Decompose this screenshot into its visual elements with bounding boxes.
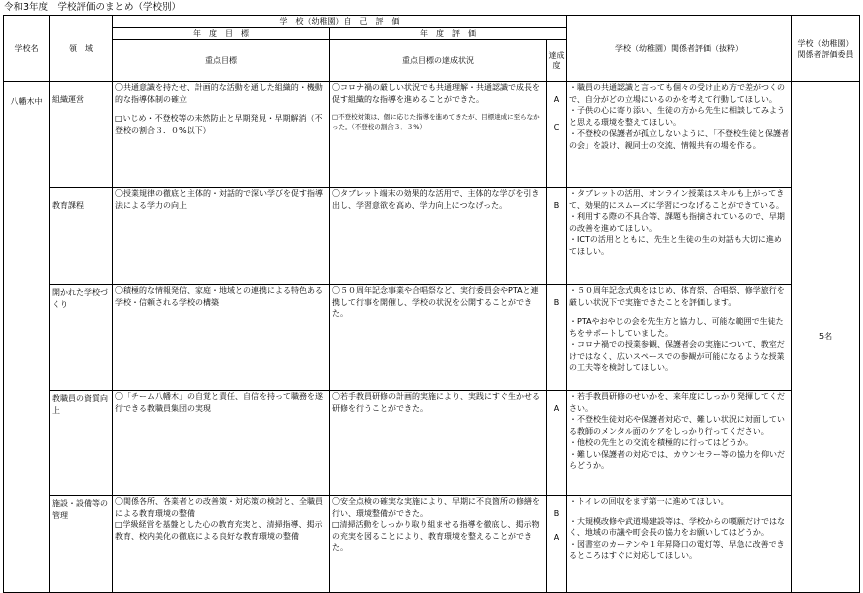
status-text: 〇安全点検の確実な実施により、早期に不良箇所の修繕を行い、環境整備ができた。 — [332, 497, 540, 518]
goal-text: 〇関係各所、各業者との改善策・対応策の検討と、全職員による教育環境の整備 — [115, 497, 323, 518]
eval-text: ・PTAやおやじの会を先生方と協力し、可能な範囲で生徒たちをサポートしていました。 — [569, 317, 784, 338]
domain-cell: 教育課程 — [50, 188, 113, 285]
grade-value: B — [553, 201, 560, 210]
header-achievement: 達成度 — [547, 40, 567, 82]
grade-value: B — [553, 509, 560, 518]
eval-text: ・ICTの活用とともに、先生と生徒の生の対話も大切に進めてほしい。 — [569, 235, 782, 256]
goal-text: □いじめ・不登校等の未然防止と早期発見・早期解消（不登校の割合３．０%以下） — [115, 114, 323, 135]
grade-cell — [547, 496, 567, 593]
grade-value: C — [553, 122, 560, 132]
stakeholder-eval-cell — [567, 188, 792, 285]
eval-text: ・他校の先生との交流を積極的に行ってはどうか。 — [569, 438, 754, 447]
eval-text: ・利用する際の不具合等、課題も指摘されているので、早期の改善を進めてほしい。 — [569, 212, 785, 233]
status-text: 〇タブレット端末の効果的な活用で、主体的な学びを引き出し、学習意欲を高め、学力向上につなげった。 — [332, 189, 540, 210]
stakeholder-eval-cell — [567, 82, 792, 188]
goal-text: □学級経営を基盤とした心の教育充実と、清掃指導、掲示教育、校内美化の徹底による良好な教育環境の整備 — [115, 520, 323, 541]
domain-cell: 施設・設備等の管理 — [50, 496, 113, 593]
table-row — [4, 285, 860, 391]
header-annual-eval: 年 度 評 価 — [330, 28, 567, 40]
grade-cell — [547, 82, 567, 188]
status-cell — [330, 82, 547, 188]
table-row — [4, 496, 860, 593]
school-name: 八幡木中 — [4, 82, 50, 593]
stakeholder-eval-cell — [567, 285, 792, 391]
grade-cell — [547, 285, 567, 391]
status-text: □不登校対策は、個に応じた指導を進めてきたが、目標達成に至らなかった。（不登校の割合３．３%） — [332, 113, 540, 131]
grade-value: B — [553, 298, 560, 307]
goal-text: 〇共通意識を持たせ、計画的な活動を通した組織的・機動的な指導体制の確立 — [115, 83, 323, 104]
status-cell — [330, 496, 547, 593]
status-cell — [330, 188, 547, 285]
header-committee: 学校（幼稚園）関係者評価委員 — [792, 16, 860, 82]
eval-text: ・難しい保護者の対応では、カウンセラー等の協力を仰いだらどうか。 — [569, 449, 786, 470]
eval-text: ・図書室のカーテンや１年昇降口の電灯等、早急に改善できるところはすぐに対応してほしい。 — [569, 539, 785, 560]
goal-cell — [113, 188, 330, 285]
header-self-eval: 学 校（幼稚園）自 己 評 価 — [113, 16, 567, 28]
stakeholder-eval-cell — [567, 496, 792, 593]
status-text: 〇５０周年記念事業や合唱祭など、実行委員会やPTAと連携して行事を開催し、学校の状況を公開することができた。 — [332, 286, 539, 318]
header-domain: 領 域 — [50, 16, 113, 82]
eval-text: ・トイレの回収をまず第一に進めてほしい。 — [569, 497, 729, 506]
eval-text: ・タブレットの活用、オンライン授業はスキルも上がってきて、効果的にスムーズに学習につなげることができている。 — [569, 189, 785, 210]
grade-cell — [547, 188, 567, 285]
goal-text: 〇「チーム八幡木」の自覚と責任、自信を持って職務を遂行できる教職員集団の実現 — [115, 392, 323, 413]
evaluation-table — [3, 15, 860, 593]
eval-text: ・大規模改修や武道場建設等は、学校からの嘆願だけではなく、地域の市議や町会長の協力をお願いしてはどうか。 — [569, 516, 786, 537]
committee-count: 5名 — [792, 82, 860, 593]
grade-value: A — [553, 95, 560, 104]
domain-cell: 組織運営 — [50, 82, 113, 188]
header-focus-goal: 重点目標 — [113, 40, 330, 82]
eval-text: ・職員の共通認識と言っても個々の受け止め方で差がつくので、自分がどの立場にいるのかを考えて行動してほしい。 — [569, 83, 786, 104]
eval-text: ・子供の心に寄り添い、生徒の方から先生に相談してみようと思える環境を整えてほしい。 — [569, 106, 786, 127]
table-row — [4, 391, 860, 496]
domain-cell: 教職員の資質向上 — [50, 391, 113, 496]
page-title: 令和3年度 学校評価のまとめ（学校別） — [4, 2, 182, 13]
goal-cell — [113, 285, 330, 391]
eval-text: ・不登校の保護者が孤立しないように、「不登校生徒と保護者の会」を設け、親同士の交流、情報共有の場を作る。 — [569, 129, 790, 150]
header-focus-status: 重点目標の達成状況 — [330, 40, 547, 82]
stakeholder-eval-cell — [567, 391, 792, 496]
status-text: 〇コロナ禍の厳しい状況でも共通理解・共通認識で成長を促す組織的な指導を進めることができた。 — [332, 83, 540, 104]
status-text: □清掃活動をしっかり取り組ませる指導を徹底し、掲示物の充実を図ることにより、教育環境を整えることができた。 — [332, 520, 540, 552]
eval-text: ・若手教員研修のせいかを、来年度にしっかり発揮してください。 — [569, 392, 786, 413]
table-row — [4, 82, 860, 188]
header-stakeholder-eval: 学校（幼稚園）関係者評価（抜粋） — [567, 16, 792, 82]
goal-cell — [113, 82, 330, 188]
status-cell — [330, 391, 547, 496]
eval-text: ・５０周年記念式典をはじめ、体育祭、合唱祭、修学旅行を厳しい状況下で実施できたことを評価します。 — [569, 286, 785, 307]
goal-cell — [113, 496, 330, 593]
header-annual-goal: 年 度 目 標 — [113, 28, 330, 40]
eval-text: ・コロナ禍での授業参観、保護者会の実施について、教室だけではなく、広いスペースでの参観が可能になるような授業の工夫等を検討してほしい。 — [569, 340, 785, 372]
goal-text: 〇積極的な情報発信、家庭・地域との連携による特色ある学校・信頼される学校の構築 — [115, 286, 323, 307]
header-school-name: 学校名 — [4, 16, 50, 82]
grade-cell — [547, 391, 567, 496]
goal-text: 〇授業規律の徹底と主体的・対話的で深い学びを促す指導法による学力の向上 — [115, 189, 323, 210]
grade-value: A — [553, 404, 560, 413]
goal-cell — [113, 391, 330, 496]
domain-cell: 開かれた学校づくり — [50, 285, 113, 391]
eval-text: ・不登校生徒対応や保護者対応で、難しい状況に対面している教師のメンタル面のケアをしっかり行ってください。 — [569, 415, 785, 436]
status-cell — [330, 285, 547, 391]
grade-value: A — [553, 532, 560, 542]
table-row — [4, 188, 860, 285]
status-text: 〇若手教員研修の計画的実施により、実践にすぐ生かせる研修を行うことができた。 — [332, 392, 540, 413]
